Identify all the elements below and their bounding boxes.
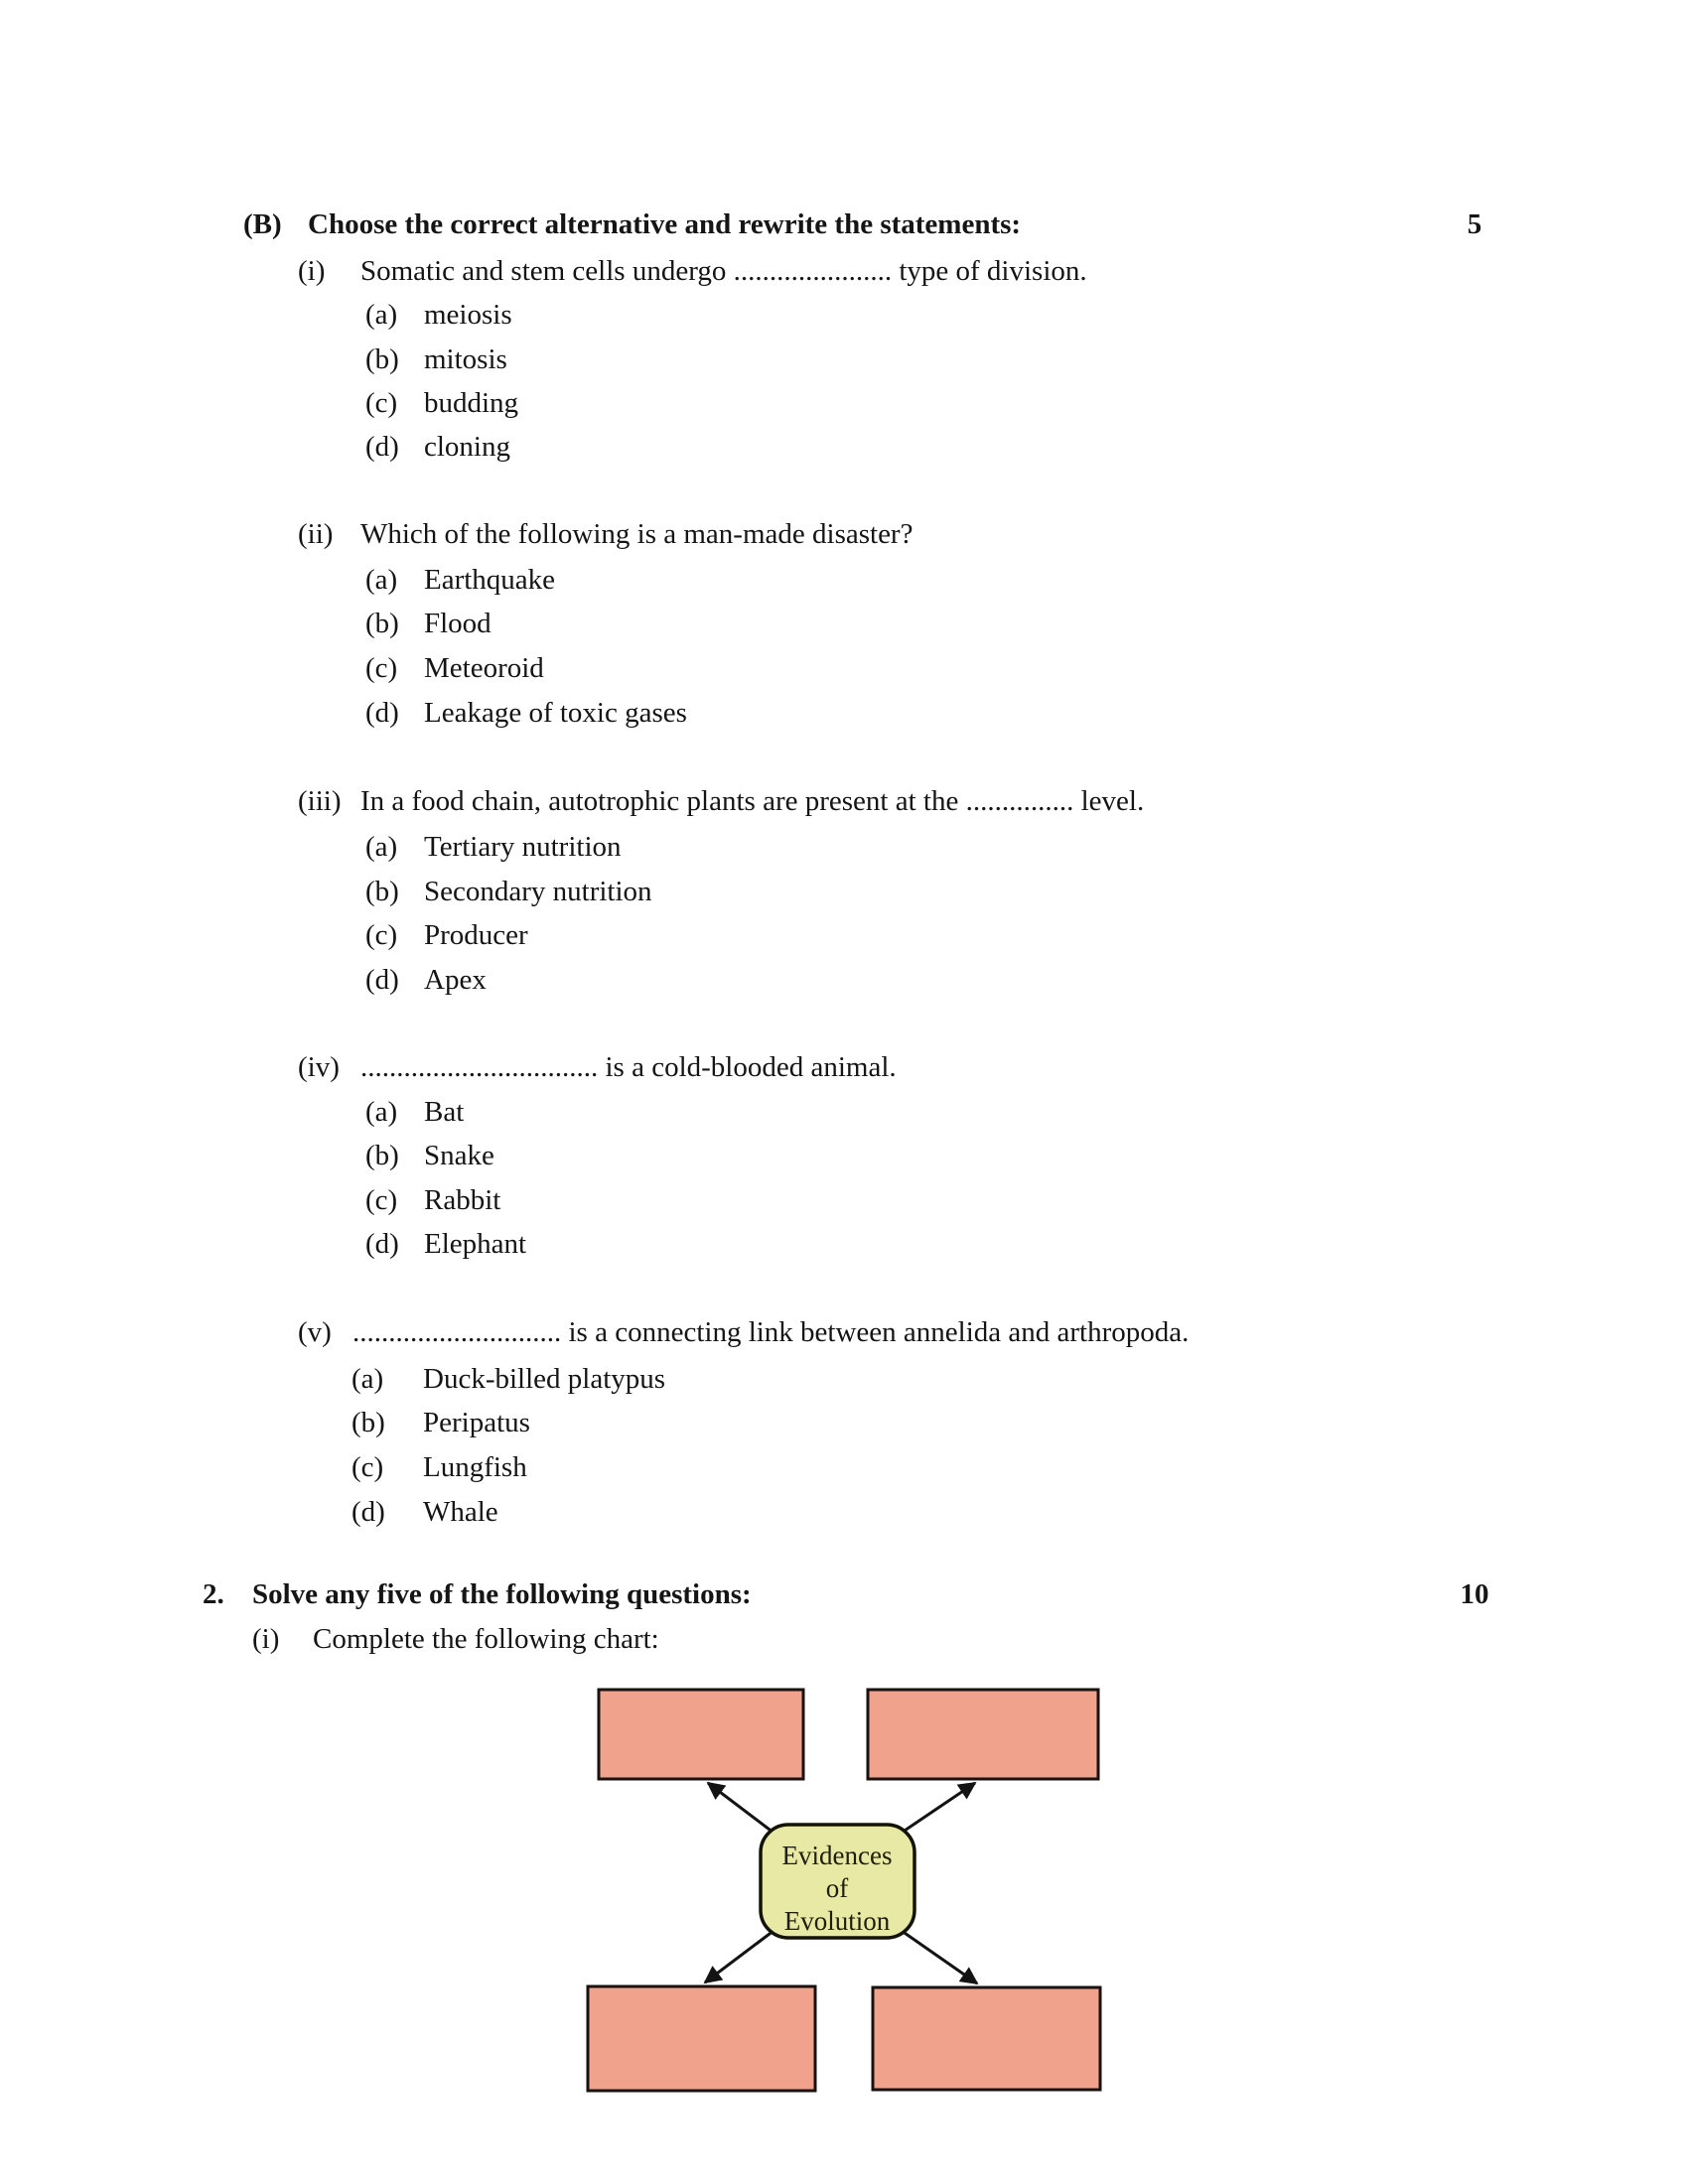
option-text: Rabbit	[424, 1184, 501, 1216]
section-b-marks: 5	[1467, 208, 1482, 240]
section-2-marks: 10	[1460, 1578, 1489, 1610]
question-iv-option-a	[365, 1095, 464, 1129]
sub-question-i	[252, 1622, 659, 1656]
question-iii-option-a	[365, 830, 622, 864]
option-label: (a)	[365, 299, 398, 331]
question-v-option-c	[352, 1450, 527, 1484]
option-text: Tertiary nutrition	[424, 831, 622, 863]
option-text: cloning	[424, 431, 510, 463]
option-text: meiosis	[424, 299, 512, 331]
question-iii-option-d	[365, 963, 487, 997]
option-text: mitosis	[424, 343, 507, 375]
question-v	[298, 1315, 1189, 1349]
option-text: Secondary nutrition	[424, 876, 652, 907]
question-i-label: (i)	[298, 255, 326, 287]
section-b-title: Choose the correct alternative and rewrite the statements:	[308, 208, 1022, 240]
option-label: (d)	[365, 964, 399, 996]
question-iv-option-d	[365, 1227, 526, 1261]
option-label: (d)	[365, 431, 399, 463]
option-label: (b)	[365, 608, 399, 639]
option-label: (a)	[365, 1096, 398, 1128]
option-label: (b)	[365, 876, 399, 907]
option-text: Meteoroid	[424, 652, 544, 684]
center-node-line-2: of	[825, 1873, 849, 1903]
arrow-to-top-left	[708, 1783, 774, 1833]
question-iii-text: In a food chain, autotrophic plants are present at the ............... level.	[360, 785, 1145, 817]
option-text: Elephant	[424, 1228, 527, 1260]
question-ii-option-a	[365, 563, 555, 597]
option-label: (c)	[365, 652, 398, 684]
option-label: (c)	[365, 387, 398, 419]
option-text: Leakage of toxic gases	[424, 697, 687, 729]
question-iv-label: (iv)	[298, 1051, 340, 1083]
option-text: Whale	[423, 1496, 498, 1528]
question-i-option-b	[365, 342, 507, 376]
question-iv-option-c	[365, 1183, 500, 1217]
option-text: Snake	[424, 1140, 494, 1171]
option-text: Flood	[424, 608, 492, 639]
question-v-option-b	[352, 1406, 530, 1439]
option-label: (c)	[365, 919, 398, 951]
option-text: Apex	[424, 964, 487, 996]
blank-box-bottom-right	[873, 1987, 1100, 2090]
option-label: (a)	[365, 564, 398, 596]
question-iii-option-c	[365, 918, 528, 952]
question-ii-text: Which of the following is a man-made disaster?	[360, 518, 914, 550]
question-i-text: Somatic and stem cells undergo ...................... type of division.	[360, 255, 1087, 287]
question-iv	[298, 1050, 897, 1084]
option-text: Producer	[424, 919, 528, 951]
question-ii-option-d	[365, 696, 687, 730]
question-iv-option-b	[365, 1139, 494, 1172]
question-iii-option-b	[365, 875, 652, 908]
arrow-to-bottom-right	[902, 1931, 977, 1983]
option-text: Duck-billed platypus	[423, 1363, 666, 1395]
question-i-option-d	[365, 430, 510, 464]
section-b-label: (B)	[243, 208, 282, 240]
section-2-label: 2.	[203, 1578, 224, 1610]
option-label: (b)	[365, 343, 399, 375]
option-label: (d)	[365, 697, 399, 729]
section-2-title: Solve any five of the following questions:	[252, 1578, 752, 1610]
question-v-option-a	[352, 1362, 665, 1396]
section-b-heading	[243, 207, 1021, 241]
option-text: Bat	[424, 1096, 465, 1128]
question-i	[298, 254, 1087, 288]
blank-box-top-right	[868, 1690, 1098, 1779]
question-iii-label: (iii)	[298, 785, 342, 817]
option-label: (c)	[365, 1184, 398, 1216]
option-text: Lungfish	[423, 1451, 527, 1483]
blank-box-bottom-left	[588, 1986, 815, 2091]
question-v-label: (v)	[298, 1316, 332, 1348]
question-ii-label: (ii)	[298, 518, 334, 550]
question-i-option-a	[365, 298, 512, 332]
center-node-line-1: Evidences	[781, 1841, 893, 1870]
question-iv-text: ................................. is a cold-blooded animal.	[360, 1051, 897, 1083]
option-text: budding	[424, 387, 519, 419]
sub-question-i-text: Complete the following chart:	[313, 1623, 659, 1655]
option-label: (d)	[365, 1228, 399, 1260]
arrow-to-bottom-left	[705, 1931, 774, 1982]
option-label: (a)	[352, 1363, 384, 1395]
option-label: (b)	[352, 1407, 385, 1438]
question-v-option-d	[352, 1495, 498, 1529]
question-ii	[298, 517, 913, 551]
blank-box-top-left	[599, 1690, 803, 1779]
option-label: (b)	[365, 1140, 399, 1171]
question-iii	[298, 784, 1144, 818]
question-v-text: ............................. is a connecting link between annelida and arthropoda.	[352, 1316, 1190, 1348]
question-ii-option-b	[365, 607, 492, 640]
option-label: (d)	[352, 1496, 385, 1528]
arrow-to-top-right	[902, 1783, 975, 1833]
section-2-heading	[203, 1577, 752, 1611]
center-node-line-3: Evolution	[783, 1906, 891, 1936]
option-text: Earthquake	[424, 564, 556, 596]
option-label: (c)	[352, 1451, 384, 1483]
evidences-of-evolution-chart	[546, 1678, 1152, 2105]
sub-question-i-label: (i)	[252, 1623, 280, 1655]
option-text: Peripatus	[423, 1407, 530, 1438]
option-label: (a)	[365, 831, 398, 863]
question-i-option-c	[365, 386, 518, 420]
question-ii-option-c	[365, 651, 544, 685]
